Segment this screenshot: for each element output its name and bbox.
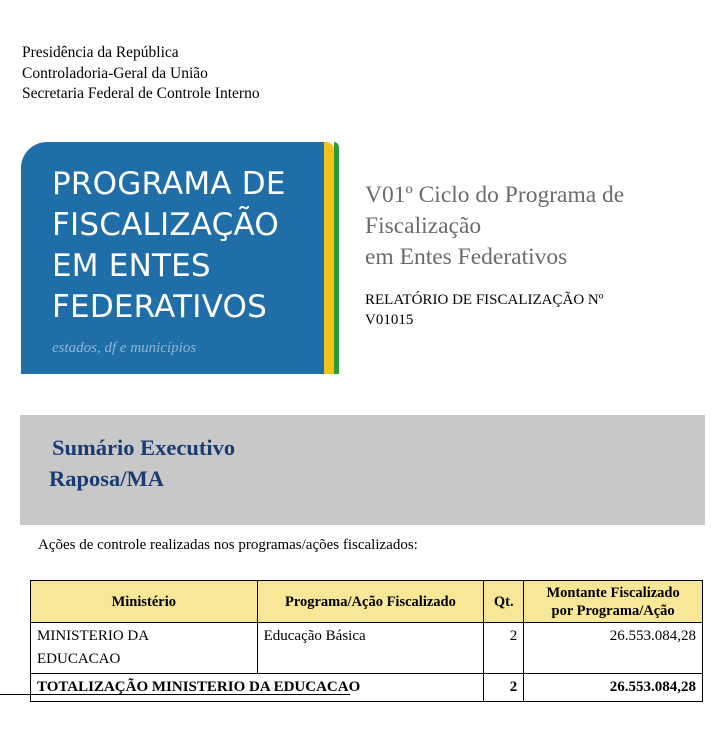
cycle-line: Fiscalização [365, 213, 482, 239]
summary-title: Sumário Executivo [52, 435, 236, 460]
summary-band [20, 415, 705, 525]
cycle-line: em Entes Federativos [365, 244, 568, 270]
header-line-secretariat: Secretaria Federal de Controle Interno [22, 85, 260, 102]
cell-montante: 26.553.084,28 [524, 623, 703, 674]
cycle-heading [365, 180, 624, 273]
cell-ministerio [31, 623, 258, 674]
agency-header [22, 43, 260, 105]
header-line-presidency: Presidência da República [22, 44, 179, 61]
logo-title-line: EM ENTES [52, 248, 211, 284]
bottom-rule [0, 694, 350, 695]
total-qt: 2 [484, 674, 524, 702]
cell-ministerio-line2: EDUCACAO [37, 651, 121, 667]
logo-title-line: FEDERATIVOS [52, 289, 267, 325]
intro-text: Ações de controle realizadas nos programas/ações fiscalizados: [38, 537, 418, 553]
report-code: V01015 [365, 312, 414, 328]
logo-subtitle: estados, df e municípios [52, 340, 197, 356]
summary-location: Raposa/MA [49, 466, 165, 491]
table-header-row [31, 581, 703, 623]
cell-qt: 2 [484, 623, 524, 674]
header-programa: Programa/Ação Fiscalizado [257, 581, 484, 623]
header-montante [524, 581, 703, 623]
header-montante-line2: por Programa/Ação [551, 602, 675, 619]
header-montante-line1: Montante Fiscalizado [546, 584, 680, 601]
header-ministerio: Ministério [31, 581, 258, 623]
report-label: RELATÓRIO DE FISCALIZAÇÃO Nº [365, 292, 604, 308]
logo-title-line: FISCALIZAÇÃO [52, 207, 279, 243]
total-montante: 26.553.084,28 [524, 674, 703, 702]
logo-green-stripe [334, 142, 339, 374]
logo-blue-panel [21, 142, 324, 374]
header-line-cgu: Controladoria-Geral da União [22, 64, 208, 82]
table-total-row [31, 674, 703, 702]
header-qt: Qt. [484, 581, 524, 623]
total-label: TOTALIZAÇÃO MINISTERIO DA EDUCACAO [31, 674, 484, 702]
program-logo [21, 142, 339, 374]
cell-programa: Educação Básica [257, 623, 484, 674]
table-row [31, 623, 703, 674]
logo-title-line: PROGRAMA DE [52, 166, 286, 202]
actions-table [30, 580, 703, 702]
cycle-line: V01º Ciclo do Programa de [365, 182, 625, 208]
logo-yellow-stripe [324, 142, 334, 374]
report-number [365, 290, 603, 330]
logo-title [52, 164, 286, 328]
cell-ministerio-line1: MINISTERIO DA [37, 628, 150, 644]
